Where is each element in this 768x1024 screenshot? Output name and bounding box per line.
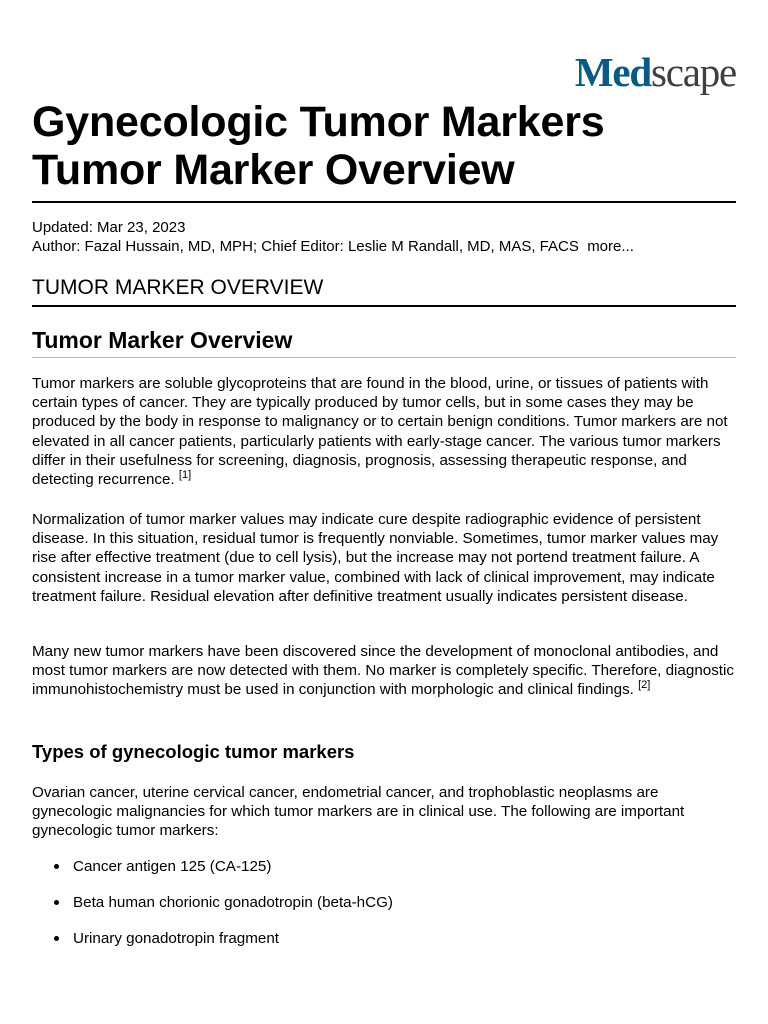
logo-scape: scape [650, 49, 736, 95]
section-divider [32, 305, 736, 307]
list-item [32, 893, 393, 929]
paragraph-3-text: Many new tumor markers have been discovered since the development of monoclonal antibodies, and most tumor markers are now detected with them. No marker is completely specific. Therefore, diagnostic immunohistochemistry must be used in conjunction with morphologic and clinical findings. [32, 643, 734, 699]
author-line [32, 237, 634, 256]
page-title [32, 98, 604, 194]
list-item-text: Urinary gonadotropin fragment [73, 930, 279, 947]
bullet-icon [54, 900, 59, 905]
title-divider [32, 201, 736, 203]
heading-divider [32, 357, 736, 358]
list-item [32, 929, 393, 965]
bullet-icon [54, 864, 59, 869]
paragraph-1 [32, 374, 736, 489]
list-item-text: Cancer antigen 125 (CA-125) [73, 858, 272, 875]
section-label: TUMOR MARKER OVERVIEW [32, 276, 324, 299]
list-item [32, 857, 393, 893]
reference-link-2[interactable]: [2] [638, 679, 651, 692]
types-intro-paragraph: Ovarian cancer, uterine cervical cancer, endometrial cancer, and trophoblastic neoplasms are gynecologic malignancies for which tumor markers are in clinical use. The following are important gynecologic tumor markers: [32, 784, 685, 840]
section-heading: Tumor Marker Overview [32, 327, 293, 353]
title-line-1: Gynecologic Tumor Markers [32, 98, 605, 146]
paragraph-1-text: Tumor markers are soluble glycoproteins that are found in the blood, urine, or tissues of patients with certain types of cancer. They are typically produced by tumor cells, but in some cases they may be produced by the body in response to malignancy or to certain benign conditions. Tumor markers are not elevated in all cancer patients, particularly patients with early-stage cancer. The various tumor markers differ in their usefulness for screening, diagnosis, prognosis, assessing therapeutic response, and detecting recurrence. [32, 375, 728, 489]
paragraph-3 [32, 642, 736, 700]
article-meta [32, 218, 634, 256]
author-text: Author: Fazal Hussain, MD, MPH; Chief Editor: Leslie M Randall, MD, MAS, FACS [32, 238, 579, 255]
bullet-icon [54, 936, 59, 941]
subsection-heading: Types of gynecologic tumor markers [32, 741, 355, 762]
logo-med: Med [574, 49, 651, 95]
paragraph-2-text: Normalization of tumor marker values may indicate cure despite radiographic evidence of persistent disease. In this situation, residual tumor is frequently nonviable. Sometimes, tumor marker values may rise after effective treatment (due to cell lysis), but the increase may not portend treatment failure. A consistent increase in a tumor marker value, combined with lack of clinical improvement, may indicate treatment failure. Residual elevation after definitive treatment usually indicates persistent disease. [32, 511, 719, 605]
paragraph-2 [32, 510, 736, 606]
more-authors-link[interactable]: more... [587, 238, 634, 255]
list-item-text: Beta human chorionic gonadotropin (beta-hCG) [73, 894, 393, 911]
updated-date: Updated: Mar 23, 2023 [32, 219, 186, 236]
tumor-marker-list [32, 857, 393, 965]
medscape-logo[interactable] [574, 49, 736, 95]
reference-link-1[interactable]: [1] [178, 469, 192, 482]
title-line-2: Tumor Marker Overview [32, 146, 515, 194]
